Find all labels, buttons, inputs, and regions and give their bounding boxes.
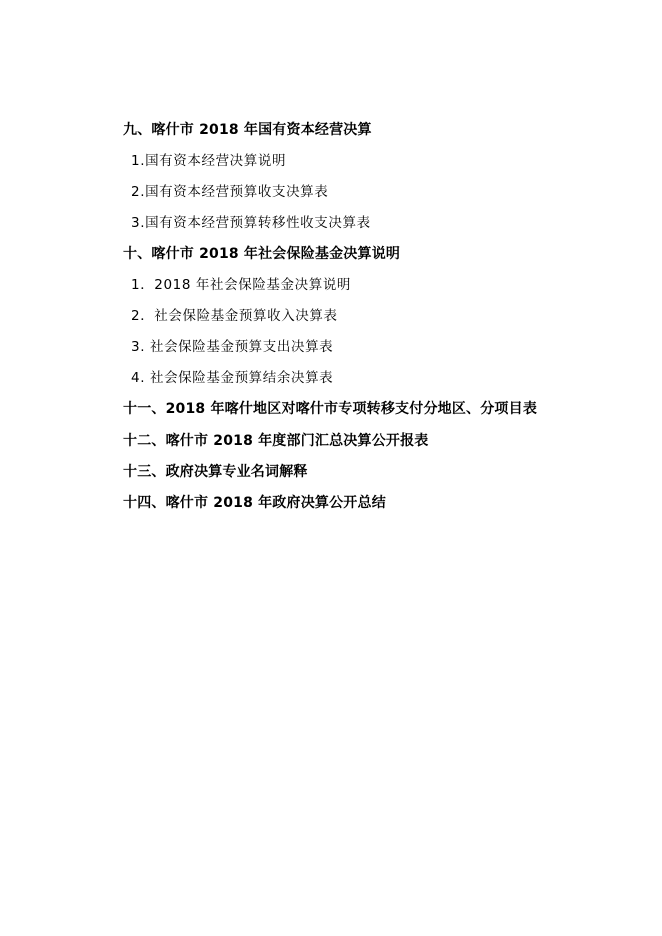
toc-heading-section-11: 十一、2018 年喀什地区对喀什市专项转移支付分地区、分项目表 [123,401,538,417]
toc-item-10-1: 1．2018 年社会保险基金决算说明 [131,277,352,293]
toc-item-10-2: 2．社会保险基金预算收入决算表 [131,308,338,324]
toc-item-9-1: 1.国有资本经营决算说明 [131,153,287,169]
toc-heading-section-10: 十、喀什市 2018 年社会保险基金决算说明 [123,246,401,262]
toc-heading-section-9: 九、喀什市 2018 年国有资本经营决算 [123,122,372,138]
toc-item-10-3: 3. 社会保险基金预算支出决算表 [131,339,334,355]
toc-item-9-2: 2.国有资本经营预算收支决算表 [131,184,329,200]
toc-heading-section-12: 十二、喀什市 2018 年度部门汇总决算公开报表 [123,433,429,449]
toc-item-10-4: 4. 社会保险基金预算结余决算表 [131,370,334,386]
toc-heading-section-13: 十三、政府决算专业名词解释 [123,464,308,480]
toc-heading-section-14: 十四、喀什市 2018 年政府决算公开总结 [123,495,386,511]
toc-item-9-3: 3.国有资本经营预算转移性收支决算表 [131,215,371,231]
